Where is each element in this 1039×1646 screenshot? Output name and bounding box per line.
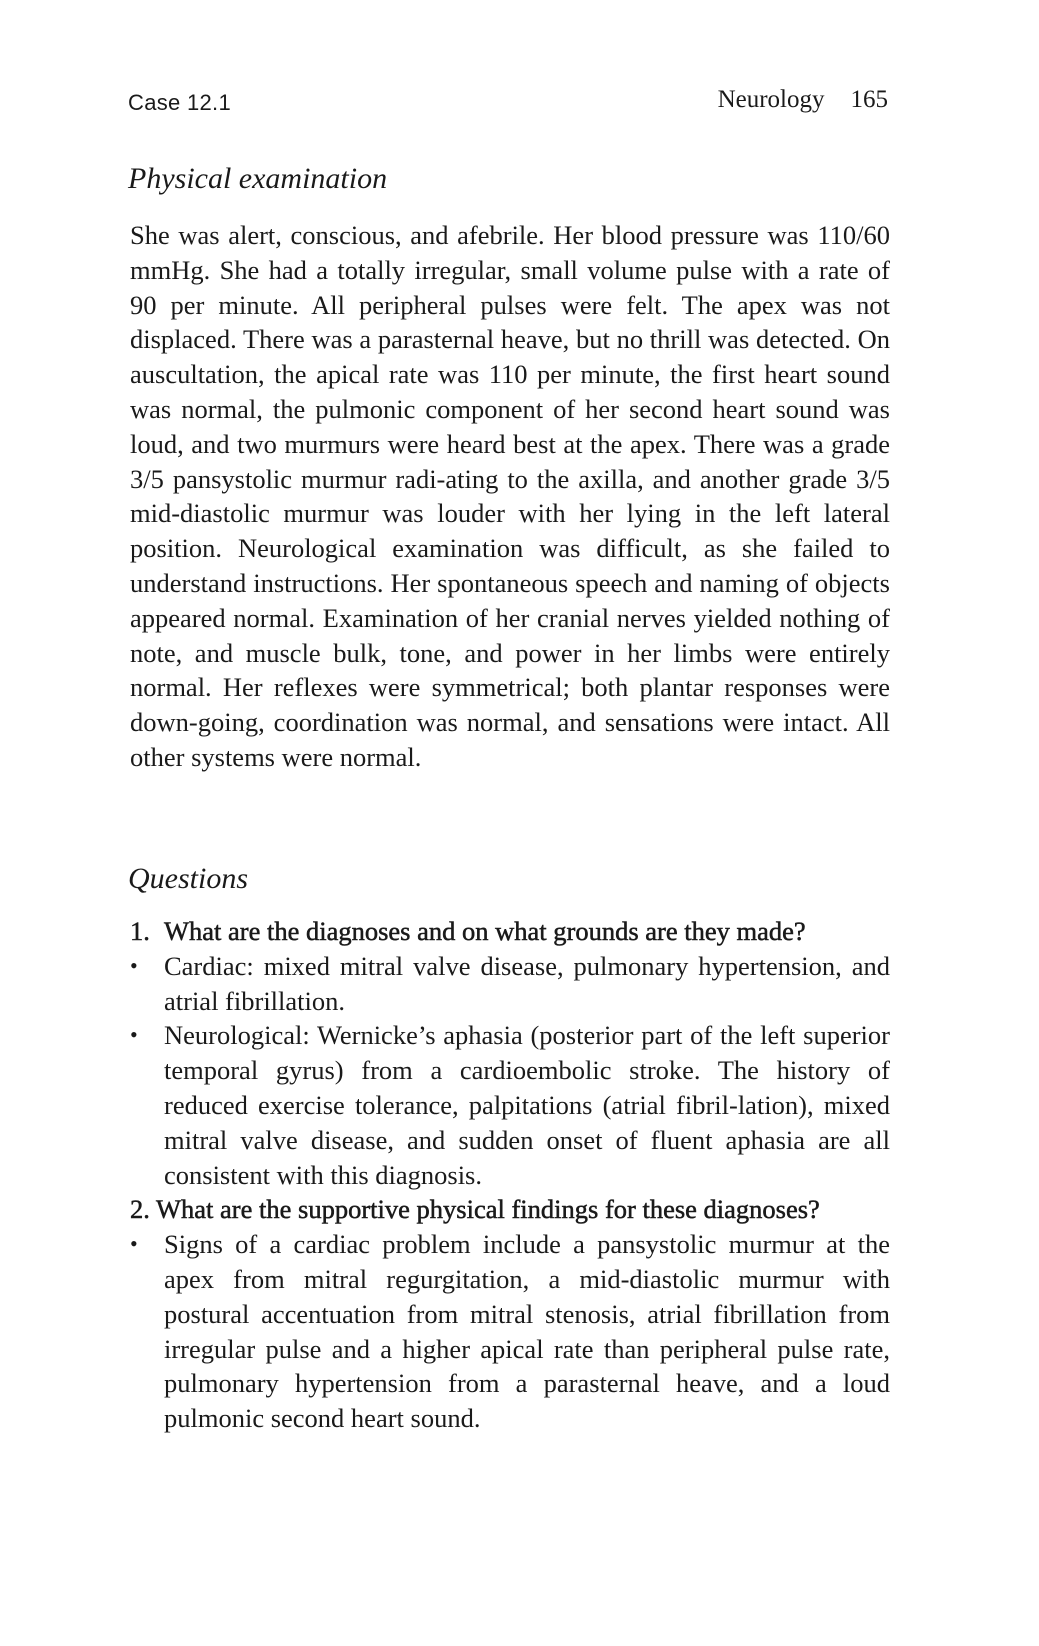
question-text: What are the supportive physical findings for these diagnoses?: [156, 1194, 820, 1225]
case-label: Case 12.1: [128, 90, 231, 115]
bullet-icon: •: [130, 1022, 138, 1048]
running-head: [128, 86, 888, 120]
answer-text: Neurological: Wernicke’s aphasia (posterior part of the left superior temporal gyrus) from a cardioembolic stroke. The history of reduced exercise tolerance, palpitations (atrial fibril-lation), mixed mitral valve disease, and sudden onset of fluent aphasia are all consistent with this diagnosis.: [164, 1020, 890, 1190]
page-number: 165: [850, 86, 888, 113]
answer-item: [130, 1018, 890, 1192]
bullet-icon: •: [130, 1231, 138, 1257]
answer-item: [130, 1227, 890, 1436]
question-2: [130, 1192, 890, 1227]
answer-list-2: [130, 1227, 890, 1436]
answer-text: Cardiac: mixed mitral valve disease, pulmonary hypertension, and atrial fibrillation.: [164, 950, 890, 1016]
question-text: What are the diagnoses and on what grounds are they made?: [164, 916, 806, 946]
bullet-icon: •: [130, 952, 138, 978]
answer-list-1: [130, 949, 890, 1193]
question-number: 1.: [130, 916, 150, 946]
section-title: Neurology: [717, 86, 825, 113]
questions-heading: Questions: [128, 862, 248, 895]
answer-text: Signs of a cardiac problem include a pansystolic murmur at the apex from mitral regurgitation, a mid-diastolic murmur with postural accentuation from mitral stenosis, atrial fibrillation from irregular pulse and a higher apical rate than peripheral pulse rate, pulmonary hypertension from a parasternal heave, and a loud pulmonic second heart sound.: [164, 1229, 890, 1434]
answer-item: [130, 949, 890, 1019]
physical-examination-heading: Physical examination: [128, 162, 388, 195]
section-and-page: [718, 86, 888, 114]
questions-list: [130, 914, 890, 1436]
question-number: 2.: [130, 1194, 150, 1225]
physical-examination-paragraph: She was alert, conscious, and afebrile. Her blood pressure was 110/60 mmHg. She had a totally irregular, small volume pulse with a rate of 90 per minute. All peripheral pulses were felt. The apex was not displaced. There was a parasternal heave, but no thrill was detected. On auscultation, the apical rate was 110 per minute, the first heart sound was normal, the pulmonic component of her second heart sound was loud, and two murmurs were heard best at the apex. There was a grade 3/5 pansystolic murmur radi-ating to the axilla, and another grade 3/5 mid-diastolic murmur was louder with her lying in the left lateral position. Neurological examination was difficult, as she failed to understand instructions. Her spontaneous speech and naming of objects appeared normal. Examination of her cranial nerves yielded nothing of note, and muscle bulk, tone, and power in her limbs were entirely normal. Her reflexes were symmetrical; both plantar responses were down-going, coordination was normal, and sensations were intact. All other systems were normal.: [130, 220, 890, 772]
question-1: [130, 914, 890, 949]
